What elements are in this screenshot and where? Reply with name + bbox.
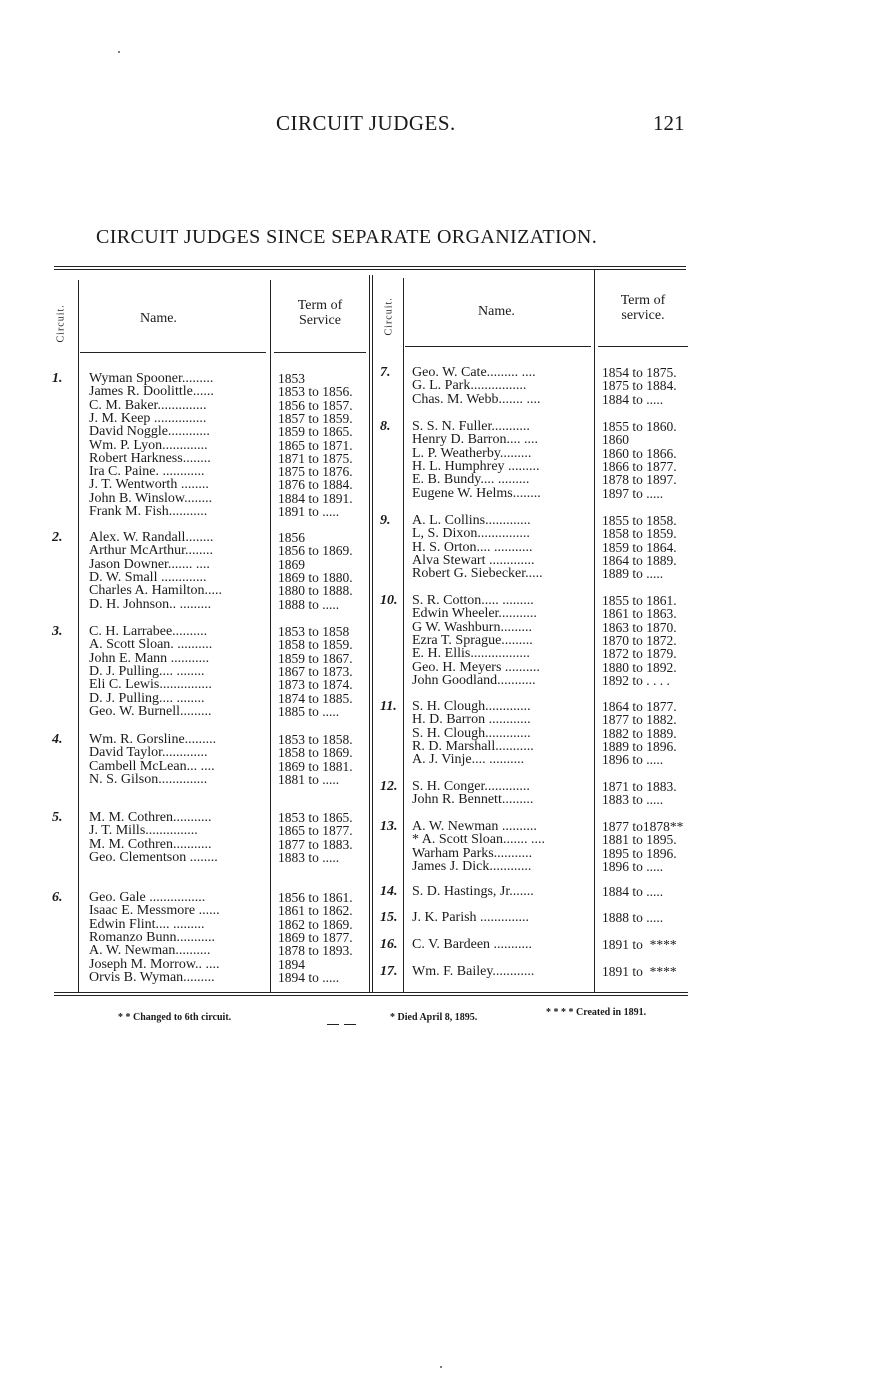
circuit-number: 1. xyxy=(52,371,63,386)
judge-name: J. T. Wentworth ........ xyxy=(89,477,209,493)
judge-term: 1877 to1878** xyxy=(602,819,684,834)
judge-term: 1884 to 1891. xyxy=(278,490,353,506)
judge-term: 1853 to 1858. xyxy=(278,732,353,747)
circuit-number: 2. xyxy=(52,530,63,545)
judge-name: S. R. Cotton..... ......... xyxy=(412,593,534,608)
judge-term: 1875 to 1876. xyxy=(278,464,353,480)
judge-name: Wm. R. Gorsline......... xyxy=(89,732,217,747)
judge-term: 1889 to 1896. xyxy=(602,738,677,754)
judge-name: Geo. Clementson ........ xyxy=(89,849,218,865)
judge-name: L, S. Dixon............... xyxy=(412,526,530,542)
judge-name: D. J. Pulling.... ........ xyxy=(89,690,205,706)
judge-name: Isaac E. Messmore ...... xyxy=(89,903,220,919)
circuit-number: 5. xyxy=(52,810,63,825)
judge-term: 1888 to ..... xyxy=(602,910,664,925)
judge-name: Romanzo Bunn........... xyxy=(89,929,215,945)
judge-name: Alex. W. Randall........ xyxy=(89,530,214,545)
judge-name: Robert G. Siebecker..... xyxy=(412,566,543,582)
judge-term: 1857 to 1859. xyxy=(278,410,353,426)
judge-term: 1877 to 1882. xyxy=(602,712,677,728)
judge-name: J. K. Parish .............. xyxy=(412,910,530,925)
judge-name: John Goodland........... xyxy=(412,672,536,688)
judge-term: 1855 to 1858. xyxy=(602,513,677,528)
judge-term: 1853 to 1858 xyxy=(278,624,350,639)
judge-name: John E. Mann ........... xyxy=(89,650,210,666)
judge-term: 1878 to 1897. xyxy=(602,472,677,488)
judge-term: 1894 to ..... xyxy=(278,969,340,985)
judge-name: D. J. Pulling.... ........ xyxy=(89,663,205,679)
judge-term: 1856 to 1857. xyxy=(278,397,353,413)
top-rule xyxy=(54,269,686,270)
judge-name: Chas. M. Webb....... .... xyxy=(412,391,541,407)
judge-term: 1881 to ..... xyxy=(278,771,340,787)
judge-name: G W. Washburn......... xyxy=(412,619,532,635)
judge-name: Orvis B. Wyman......... xyxy=(89,969,215,985)
header-rule xyxy=(274,352,366,353)
judge-name: Edwin Flint.... ......... xyxy=(89,916,205,932)
judge-name: M. M. Cothren........... xyxy=(89,810,212,825)
judge-name: Geo. H. Meyers .......... xyxy=(412,659,540,675)
judge-name: N. S. Gilson.............. xyxy=(89,771,208,787)
judge-term: 1880 to 1892. xyxy=(602,659,677,675)
judge-term: 1870 to 1872. xyxy=(602,632,677,648)
judge-name: David Noggle............ xyxy=(89,424,210,440)
judge-name: L. P. Weatherby......... xyxy=(412,445,532,461)
print-speck xyxy=(440,1366,442,1368)
judge-name: S. S. N. Fuller........... xyxy=(412,419,530,434)
judge-term: 1861 to 1862. xyxy=(278,903,353,919)
judge-name: H. S. Orton.... ........... xyxy=(412,539,533,555)
circuit-number: 16. xyxy=(380,937,398,952)
judge-term: 1864 to 1889. xyxy=(602,552,677,568)
bottom-rule xyxy=(54,995,688,996)
judge-term: 1883 to ..... xyxy=(278,849,340,865)
judge-name: S. H. Clough............. xyxy=(412,699,531,714)
left-name-header: Name. xyxy=(140,311,177,326)
judge-name: Charles A. Hamilton..... xyxy=(89,583,222,599)
judge-name: J. M. Keep ............... xyxy=(89,410,207,426)
judge-name: Jason Downer....... .... xyxy=(89,556,210,572)
judge-term: 1872 to 1879. xyxy=(602,646,677,662)
right-name-header: Name. xyxy=(478,304,515,319)
judge-term: 1861 to 1863. xyxy=(602,606,677,622)
judge-term: 1869 to 1877. xyxy=(278,929,353,945)
judge-term: 1895 to 1896. xyxy=(602,845,677,861)
judge-term: 1855 to 1860. xyxy=(602,419,677,434)
footnote-changed: * * Changed to 6th circuit. xyxy=(118,1012,232,1023)
circuit-number: 15. xyxy=(380,910,398,925)
column-line xyxy=(372,275,373,992)
judge-term: 1874 to 1885. xyxy=(278,690,353,706)
circuit-number: 4. xyxy=(52,732,63,747)
judge-term: 1866 to 1877. xyxy=(602,458,677,474)
right-term-header-2: service. xyxy=(621,308,665,323)
judge-name: Frank M. Fish........... xyxy=(89,504,208,519)
left-circuit-header: Circuit. xyxy=(55,304,67,343)
table-title: CIRCUIT JUDGES SINCE SEPARATE ORGANIZATION. xyxy=(96,226,598,248)
column-line xyxy=(369,275,370,992)
judge-name: Wm. F. Bailey............ xyxy=(412,964,535,979)
judge-name: A. J. Vinje.... .......... xyxy=(412,752,525,768)
judge-term: 1856 xyxy=(278,530,305,545)
circuit-number: 9. xyxy=(380,513,391,528)
judge-term: 1888 to ..... xyxy=(278,596,340,612)
judge-term: 1882 to 1889. xyxy=(602,725,677,741)
circuit-number: 6. xyxy=(52,890,63,905)
judge-term: 1889 to ..... xyxy=(602,566,664,582)
judge-name: James J. Dick............ xyxy=(412,858,532,874)
judge-term: 1863 to 1870. xyxy=(602,619,677,635)
judge-name: Geo. W. Cate......... .... xyxy=(412,365,536,380)
judge-name: S. H. Conger............. xyxy=(412,779,530,794)
judge-name: M. M. Cothren........... xyxy=(89,836,212,852)
footnote-created: * * * * Created in 1891. xyxy=(546,1007,647,1018)
judge-term: 1858 to 1869. xyxy=(278,745,353,761)
top-rule xyxy=(54,266,686,267)
circuit-number: 3. xyxy=(52,624,63,639)
judge-name: Cambell McLean... .... xyxy=(89,758,215,774)
judge-name: R. D. Marshall........... xyxy=(412,738,534,754)
column-line xyxy=(270,280,271,992)
judge-term: 1885 to ..... xyxy=(278,703,340,719)
judge-term: 1854 to 1875. xyxy=(602,365,677,380)
bottom-rule xyxy=(54,992,688,993)
judge-name: Geo. W. Burnell......... xyxy=(89,703,212,719)
judge-term: 1856 to 1861. xyxy=(278,890,353,905)
judge-term: 1892 to . . . . xyxy=(602,672,670,688)
judge-term: 1862 to 1869. xyxy=(278,916,353,932)
judge-name: S. D. Hastings, Jr....... xyxy=(412,884,534,899)
judge-term: 1891 to **** xyxy=(602,937,677,952)
judge-name: C. H. Larrabee.......... xyxy=(89,624,208,639)
judge-name: Warham Parks........... xyxy=(412,845,533,861)
circuit-number: 11. xyxy=(380,699,397,714)
judge-name: Arthur McArthur........ xyxy=(89,543,214,559)
judge-term: 1855 to 1861. xyxy=(602,593,677,608)
judge-term: 1864 to 1877. xyxy=(602,699,677,714)
judge-term: 1884 to ..... xyxy=(602,884,664,899)
judge-name: David Taylor............. xyxy=(89,745,208,761)
judge-name: * A. Scott Sloan....... .... xyxy=(412,832,546,848)
right-circuit-header: Circuit. xyxy=(383,297,395,336)
judge-name: Robert Harkness........ xyxy=(89,450,211,466)
judge-name: A. W. Newman.......... xyxy=(89,943,211,959)
judge-term: 1883 to ..... xyxy=(602,792,664,808)
judge-name: Edwin Wheeler........... xyxy=(412,606,537,622)
circuit-number: 17. xyxy=(380,964,398,979)
running-head: CIRCUIT JUDGES. xyxy=(276,111,456,135)
judge-term: 1876 to 1884. xyxy=(278,477,353,493)
judge-name: Eugene W. Helms........ xyxy=(412,485,541,501)
judge-term: 1869 to 1881. xyxy=(278,758,353,774)
judge-term: 1875 to 1884. xyxy=(602,378,677,394)
judge-term: 1873 to 1874. xyxy=(278,677,353,693)
circuit-number: 13. xyxy=(380,819,398,834)
judge-name: A. Scott Sloan. .......... xyxy=(89,637,213,653)
judge-term: 1856 to 1869. xyxy=(278,543,353,559)
judge-term: 1858 to 1859. xyxy=(278,637,353,653)
judge-name: Wyman Spooner......... xyxy=(89,371,214,386)
judge-term: 1853 xyxy=(278,371,305,386)
circuit-number: 14. xyxy=(380,884,398,899)
judge-term: 1880 to 1888. xyxy=(278,583,353,599)
judge-term: 1853 to 1856. xyxy=(278,384,353,400)
judge-name: Eli C. Lewis............... xyxy=(89,677,212,693)
left-term-header-2: Service xyxy=(299,313,341,328)
judge-name: S. H. Clough............. xyxy=(412,725,531,741)
judge-name: J. T. Mills............... xyxy=(89,823,198,839)
judge-term: 1860 xyxy=(602,432,629,448)
judge-name: James R. Doolittle...... xyxy=(89,384,214,400)
judge-term: 1859 to 1864. xyxy=(602,539,677,555)
judge-term: 1867 to 1873. xyxy=(278,663,353,679)
judge-name: C. M. Baker.............. xyxy=(89,397,207,413)
judge-name: John R. Bennett......... xyxy=(412,792,534,808)
judge-term: 1897 to ..... xyxy=(602,485,664,501)
judge-term: 1871 to 1883. xyxy=(602,779,677,794)
judge-name: D. W. Small ............. xyxy=(89,569,207,585)
judge-term: 1896 to ..... xyxy=(602,752,664,768)
judge-name: Ira C. Paine. ............ xyxy=(89,464,205,480)
judge-name: D. H. Johnson.. ......... xyxy=(89,596,212,612)
column-line xyxy=(594,270,595,992)
left-term-header-1: Term of xyxy=(297,298,343,313)
judge-name: Ezra T. Sprague......... xyxy=(412,632,533,648)
judge-term: 1891 to ..... xyxy=(278,504,340,519)
judge-term: 1871 to 1875. xyxy=(278,450,353,466)
judge-term: 1881 to 1895. xyxy=(602,832,677,848)
judge-term: 1860 to 1866. xyxy=(602,445,677,461)
judge-term: 1869 to 1880. xyxy=(278,569,353,585)
circuit-number: 10. xyxy=(380,593,398,608)
header-rule xyxy=(80,352,266,353)
judge-term: 1894 xyxy=(278,956,305,972)
judge-term: 1865 to 1877. xyxy=(278,823,353,839)
judge-name: Geo. Gale ................ xyxy=(89,890,206,905)
judge-name: John B. Winslow........ xyxy=(89,490,213,506)
judge-name: Henry D. Barron.... .... xyxy=(412,432,538,448)
judge-name: E. H. Ellis................. xyxy=(412,646,530,662)
judge-term: 1878 to 1893. xyxy=(278,943,353,959)
footnote-dash xyxy=(327,1024,339,1025)
circuit-number: 8. xyxy=(380,419,391,434)
judge-term: 1891 to **** xyxy=(602,964,677,979)
judge-name: G. L. Park................ xyxy=(412,378,527,394)
judge-name: Alva Stewart ............. xyxy=(412,552,535,568)
judge-name: H. L. Humphrey ......... xyxy=(412,458,540,474)
judge-name: E. B. Bundy.... ......... xyxy=(412,472,530,488)
judge-term: 1877 to 1883. xyxy=(278,836,353,852)
judge-term: 1884 to ..... xyxy=(602,391,664,407)
judge-term: 1865 to 1871. xyxy=(278,437,353,453)
judge-term: 1859 to 1867. xyxy=(278,650,353,666)
judge-name: Wm. P. Lyon............. xyxy=(89,437,208,453)
circuit-number: 12. xyxy=(380,779,398,794)
page-number: 121 xyxy=(653,111,685,135)
footnote-dash xyxy=(344,1024,356,1025)
header-rule xyxy=(405,346,591,347)
judge-name: H. D. Barron ............ xyxy=(412,712,531,728)
judge-term: 1858 to 1859. xyxy=(602,526,677,542)
header-rule xyxy=(598,346,688,347)
right-term-header-1: Term of xyxy=(620,293,666,308)
judge-term: 1859 to 1865. xyxy=(278,424,353,440)
judge-term: 1853 to 1865. xyxy=(278,810,353,825)
circuit-number: 7. xyxy=(380,365,391,380)
judge-term: 1896 to ..... xyxy=(602,858,664,874)
judge-name: C. V. Bardeen ........... xyxy=(412,937,533,952)
judge-name: A. L. Collins............. xyxy=(412,513,531,528)
footnote-died: * Died April 8, 1895. xyxy=(390,1012,478,1023)
column-line xyxy=(403,278,404,992)
judge-name: A. W. Newman .......... xyxy=(412,819,537,834)
column-line xyxy=(78,280,79,992)
judge-name: Joseph M. Morrow.. .... xyxy=(89,956,220,972)
print-speck xyxy=(118,51,120,53)
judge-term: 1869 xyxy=(278,556,305,572)
